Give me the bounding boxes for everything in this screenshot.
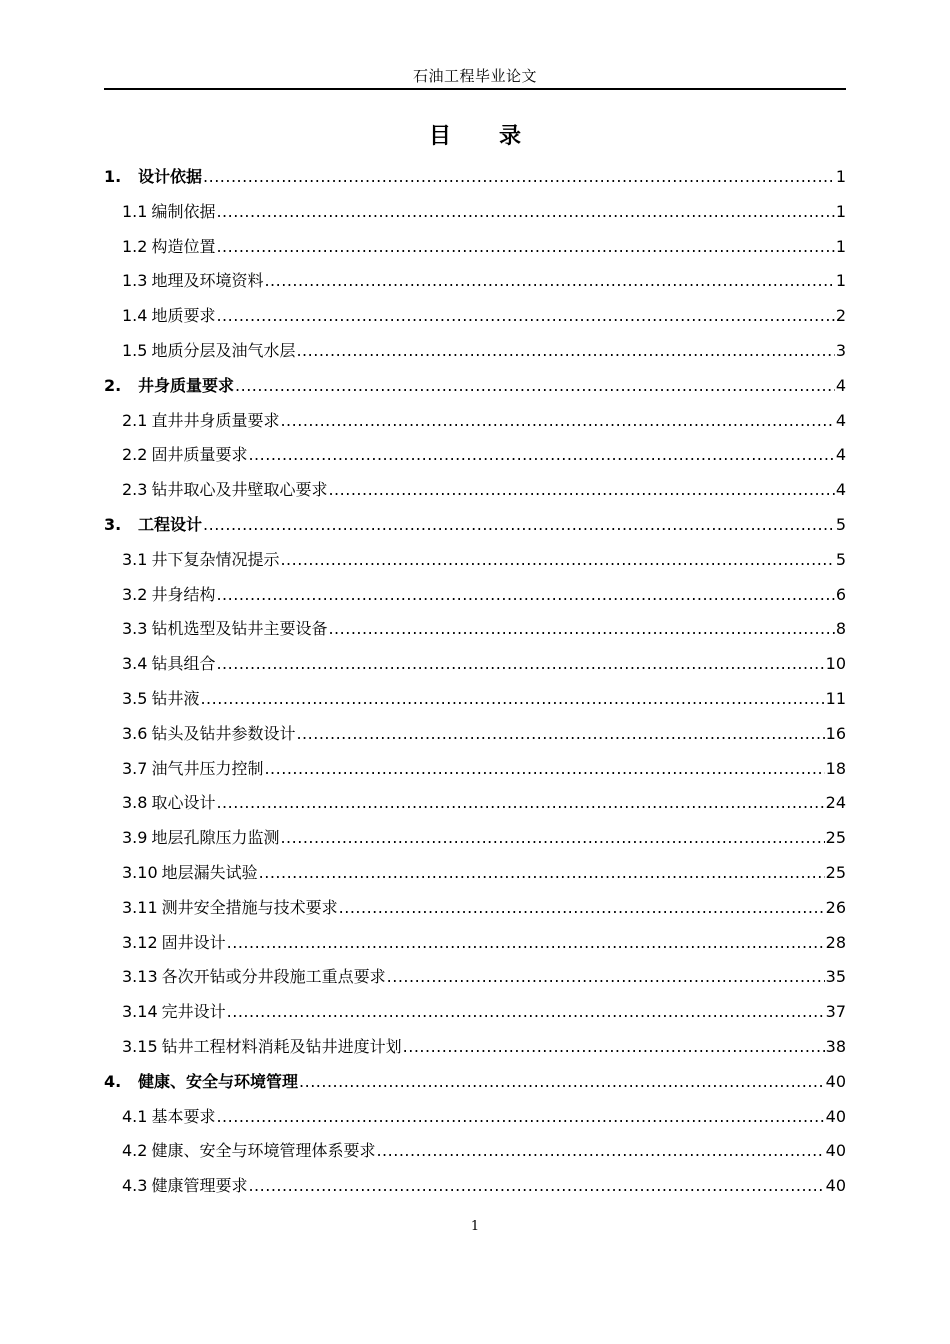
toc-dot-leader <box>259 856 825 891</box>
toc-entry-text: 井身结构 <box>151 584 216 604</box>
toc-entry-text: 设计依据 <box>138 167 203 186</box>
header-rule <box>104 88 846 90</box>
toc-entry-page: 11 <box>825 688 846 708</box>
toc-entry-text: 各次开钻或分井段施工重点要求 <box>161 967 386 987</box>
toc-dot-leader <box>203 508 835 543</box>
toc-entry-text: 钻井液 <box>151 688 200 708</box>
toc-entry-text: 测井安全措施与技术要求 <box>161 897 338 917</box>
toc-entry-number: 3.15 <box>122 1036 158 1056</box>
toc-dot-leader <box>216 299 834 334</box>
toc-entry-text: 地层漏失试验 <box>161 862 258 882</box>
toc-section-link[interactable] <box>104 543 846 578</box>
toc-entry-text: 地质分层及油气水层 <box>151 340 296 360</box>
toc-entry-text: 钻具组合 <box>151 654 216 674</box>
toc-entry-page: 37 <box>825 1002 846 1022</box>
toc-dot-leader <box>235 369 835 404</box>
toc-entry-text: 井身质量要求 <box>138 375 235 395</box>
toc-entry-number: 3.8 <box>122 793 148 813</box>
toc-entry-page: 38 <box>825 1036 846 1056</box>
toc-entry-page: 35 <box>825 967 846 987</box>
toc-entry-number: 1.1 <box>122 201 148 221</box>
toc-section-link[interactable] <box>104 752 846 787</box>
toc-entry-number: 1.3 <box>122 271 148 291</box>
toc-entry-text: 固井设计 <box>161 932 226 952</box>
toc-entry-page: 3 <box>835 340 846 360</box>
toc-dot-leader <box>264 264 834 299</box>
toc-entry-number: 3.11 <box>122 897 158 917</box>
toc-dot-leader <box>203 160 835 195</box>
toc-entry-text: 油气井压力控制 <box>151 758 264 778</box>
toc-dot-leader <box>216 647 824 682</box>
toc-entry-number: 4.1 <box>122 1106 148 1126</box>
toc-entry-page: 25 <box>825 862 846 882</box>
toc-entry-text: 取心设计 <box>151 793 216 813</box>
toc-dot-leader <box>216 578 834 613</box>
toc-section-link[interactable] <box>104 960 846 995</box>
toc-entry-page: 5 <box>835 549 846 569</box>
toc-chapter-link[interactable] <box>104 1065 846 1100</box>
toc-section-link[interactable] <box>104 264 846 299</box>
toc-entry-text: 完井设计 <box>161 1002 226 1022</box>
toc-section-link[interactable] <box>104 1134 846 1169</box>
toc-entry-page: 4 <box>835 410 846 430</box>
toc-entry-page: 25 <box>825 828 846 848</box>
toc-dot-leader <box>216 1100 824 1135</box>
toc-section-link[interactable] <box>104 647 846 682</box>
toc-entry-number: 3.7 <box>122 758 148 778</box>
toc-section-link[interactable] <box>104 682 846 717</box>
toc-entry-page: 40 <box>825 1106 846 1126</box>
toc-section-link[interactable] <box>104 891 846 926</box>
toc-entry-number: 3. <box>104 514 122 534</box>
toc-dot-leader <box>296 334 834 369</box>
toc-entry-text: 固井质量要求 <box>151 445 248 465</box>
toc-section-link[interactable] <box>104 821 846 856</box>
toc-section-link[interactable] <box>104 473 846 508</box>
toc-section-link[interactable] <box>104 717 846 752</box>
toc-entry-text: 地质要求 <box>151 306 216 326</box>
toc-dot-leader <box>328 612 834 647</box>
toc-entry-number: 3.2 <box>122 584 148 604</box>
toc-entry-number: 4.2 <box>122 1141 148 1161</box>
toc-entry-number: 3.12 <box>122 932 158 952</box>
toc-entry-number: 2. <box>104 375 122 395</box>
toc-dot-leader <box>280 821 824 856</box>
toc-entry-text: 编制依据 <box>151 201 216 221</box>
toc-entry-number: 1.5 <box>122 340 148 360</box>
toc-dot-leader <box>227 926 825 961</box>
toc-entry-page: 4 <box>835 480 846 500</box>
toc-entry-page: 4 <box>835 445 846 465</box>
toc-entry-page: 18 <box>825 758 846 778</box>
toc-dot-leader <box>280 404 834 439</box>
toc-entry-number: 3.9 <box>122 828 148 848</box>
toc-entry-page: 40 <box>825 1141 846 1161</box>
toc-entry-page: 1 <box>835 167 846 186</box>
toc-entry-page: 1 <box>835 271 846 291</box>
toc-entry-page: 40 <box>825 1071 846 1091</box>
toc-entry-text: 健康、安全与环境管理体系要求 <box>151 1141 376 1161</box>
toc-dot-leader <box>248 1169 824 1204</box>
toc-dot-leader <box>200 682 824 717</box>
page-number: 1 <box>470 1219 480 1234</box>
toc-section-link[interactable] <box>104 1030 846 1065</box>
toc-dot-leader <box>296 717 824 752</box>
toc-entry-page: 8 <box>835 619 846 639</box>
toc-entry-number: 3.1 <box>122 549 148 569</box>
toc-entry-page: 16 <box>825 723 846 743</box>
toc-entry-number: 3.14 <box>122 1002 158 1022</box>
toc-entry-number: 3.13 <box>122 967 158 987</box>
running-header: 石油工程毕业论文 <box>412 67 537 85</box>
toc-entry-text: 钻机选型及钻井主要设备 <box>151 619 328 639</box>
toc-entry-number: 1.2 <box>122 236 148 256</box>
toc-section-link[interactable] <box>104 404 846 439</box>
toc-dot-leader <box>387 960 825 995</box>
toc-section-link[interactable] <box>104 856 846 891</box>
toc-entry-page: 40 <box>825 1176 846 1196</box>
toc-section-link[interactable] <box>104 1169 846 1204</box>
toc-dot-leader <box>216 195 834 230</box>
toc-dot-leader <box>248 438 834 473</box>
toc-entry-number: 3.10 <box>122 862 158 882</box>
toc-entry-text: 基本要求 <box>151 1106 216 1126</box>
toc-entry-text: 地理及环境资料 <box>151 271 264 291</box>
toc-entry-number: 3.6 <box>122 723 148 743</box>
toc-title: 目录 <box>428 124 569 149</box>
toc-section-link[interactable] <box>104 1100 846 1135</box>
toc-section-link[interactable] <box>104 926 846 961</box>
toc-entry-number: 4. <box>104 1071 122 1091</box>
toc-entry-text: 健康管理要求 <box>151 1176 248 1196</box>
toc-chapter-link[interactable] <box>104 160 846 195</box>
toc-entry-text: 井下复杂情况提示 <box>151 549 280 569</box>
toc-entry-number: 3.5 <box>122 688 148 708</box>
toc-dot-leader <box>216 786 824 821</box>
toc-entry-text: 健康、安全与环境管理 <box>138 1071 299 1091</box>
toc-entry-text: 钻井取心及井壁取心要求 <box>151 480 328 500</box>
toc-dot-leader <box>280 543 834 578</box>
toc-dot-leader <box>328 473 834 508</box>
toc-entry-page: 6 <box>835 584 846 604</box>
toc-entry-number: 1.4 <box>122 306 148 326</box>
toc-section-link[interactable] <box>104 786 846 821</box>
toc-section-link[interactable] <box>104 578 846 613</box>
toc-section-link[interactable] <box>104 995 846 1030</box>
toc-list <box>104 160 846 1204</box>
toc-entry-page: 5 <box>835 514 846 534</box>
toc-entry-number: 1. <box>104 167 122 186</box>
toc-entry-text: 钻井工程材料消耗及钻井进度计划 <box>161 1036 402 1056</box>
toc-section-link[interactable] <box>104 230 846 265</box>
toc-dot-leader <box>376 1134 824 1169</box>
toc-entry-page: 10 <box>825 654 846 674</box>
toc-chapter-link[interactable] <box>104 508 846 543</box>
toc-entry-page: 24 <box>825 793 846 813</box>
toc-dot-leader <box>264 752 824 787</box>
toc-entry-number: 4.3 <box>122 1176 148 1196</box>
toc-section-link[interactable] <box>104 195 846 230</box>
toc-entry-page: 1 <box>835 201 846 221</box>
toc-entry-page: 28 <box>825 932 846 952</box>
toc-entry-number: 2.1 <box>122 410 148 430</box>
toc-section-link[interactable] <box>104 334 846 369</box>
toc-entry-page: 1 <box>835 236 846 256</box>
toc-entry-number: 3.3 <box>122 619 148 639</box>
toc-entry-page: 4 <box>835 375 846 395</box>
toc-chapter-link[interactable] <box>104 369 846 404</box>
toc-entry-page: 26 <box>825 897 846 917</box>
toc-section-link[interactable] <box>104 438 846 473</box>
toc-entry-text: 构造位置 <box>151 236 216 256</box>
toc-section-link[interactable] <box>104 299 846 334</box>
toc-entry-text: 直井井身质量要求 <box>151 410 280 430</box>
toc-entry-text: 工程设计 <box>138 514 203 534</box>
toc-entry-text: 地层孔隙压力监测 <box>151 828 280 848</box>
toc-entry-number: 3.4 <box>122 654 148 674</box>
toc-dot-leader <box>339 891 825 926</box>
toc-entry-text: 钻头及钻井参数设计 <box>151 723 296 743</box>
toc-dot-leader <box>227 995 825 1030</box>
toc-entry-number: 2.2 <box>122 445 148 465</box>
toc-dot-leader <box>403 1030 825 1065</box>
toc-dot-leader <box>299 1065 825 1100</box>
toc-section-link[interactable] <box>104 612 846 647</box>
toc-dot-leader <box>216 230 834 265</box>
toc-entry-number: 2.3 <box>122 480 148 500</box>
toc-entry-page: 2 <box>835 306 846 326</box>
